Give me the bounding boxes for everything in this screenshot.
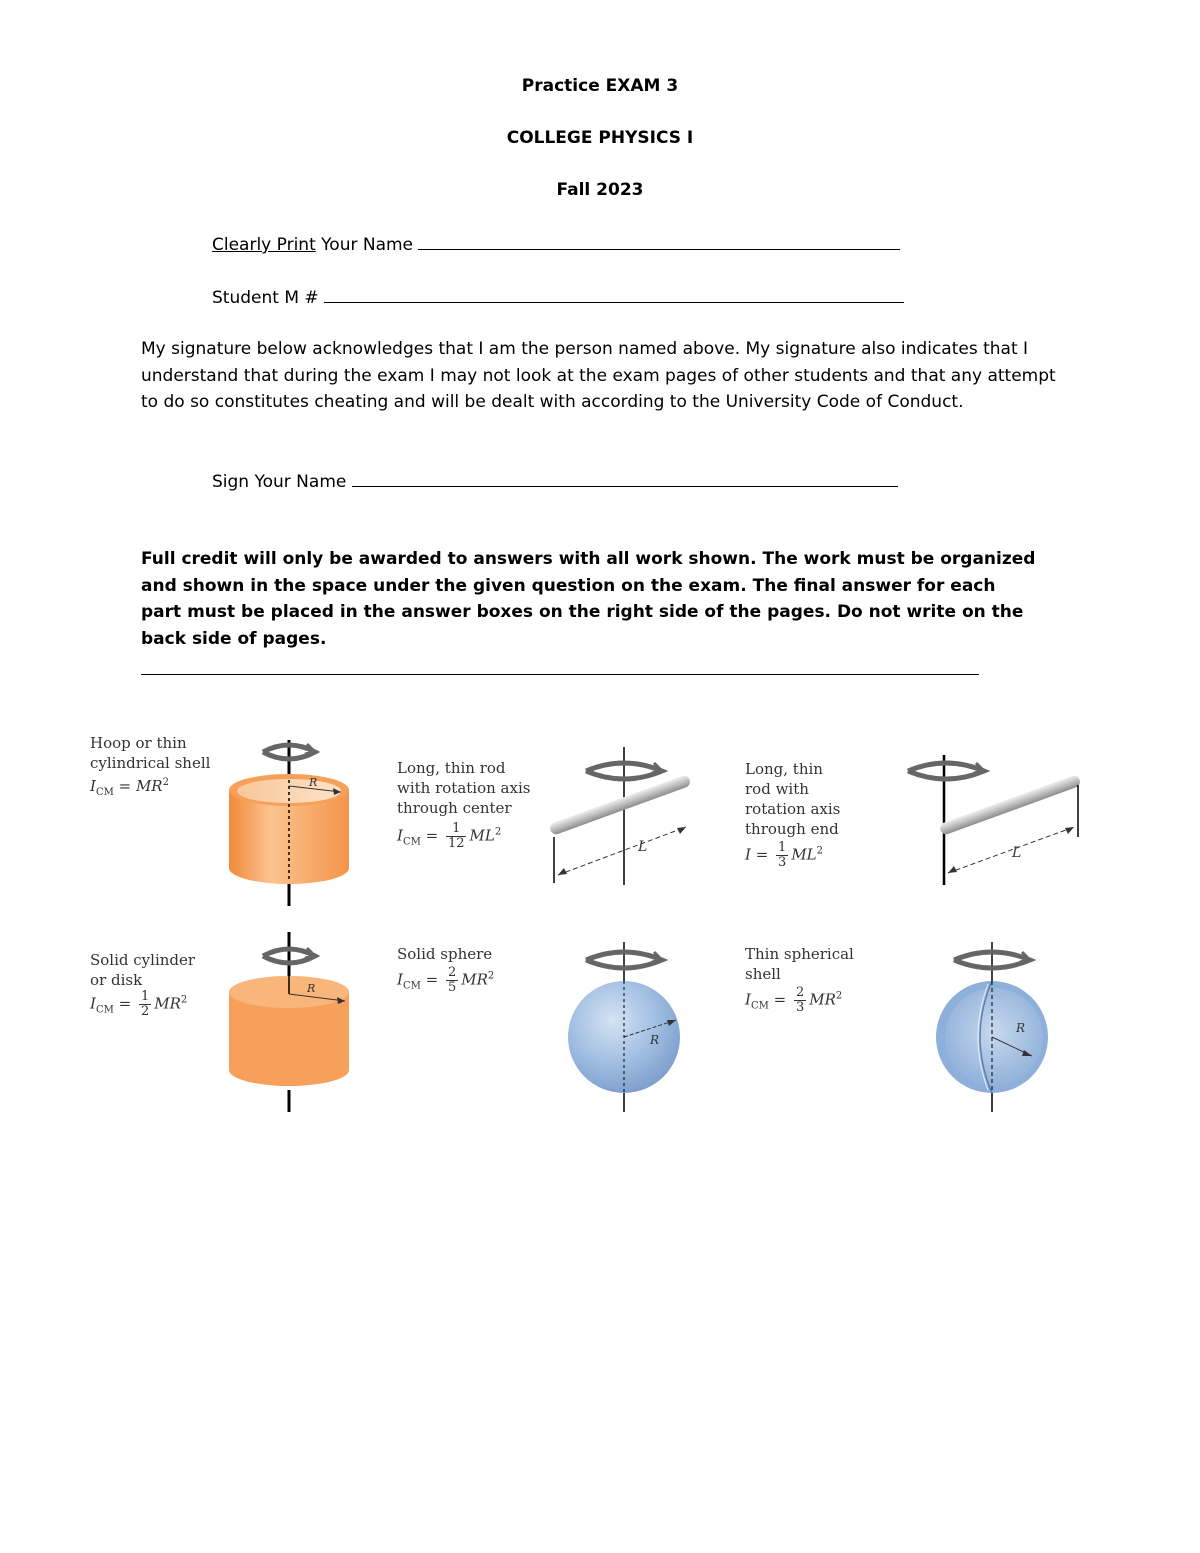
rod-end-line1: Long, thin <box>745 760 823 778</box>
name-label: Your Name <box>315 235 419 255</box>
rod-center-line3: through center <box>397 799 512 817</box>
rod-center-line1: Long, thin rod <box>397 759 506 777</box>
signature-statement: My signature below acknowledges that I am the person named above. My signature also indicates that I understand that during the exam I may not look at the exam pages of other students and that any attempt to do so constitutes cheating and will be dealt with according to the University Code of Conduct. <box>141 339 1056 412</box>
rod-center-dim-label: L <box>638 839 648 855</box>
rod-center-formula: $I_{CM}$ = $\frac{1}{12}$ $ML^2$ <box>397 821 502 851</box>
shell-dim-label: R <box>1016 1021 1026 1035</box>
signature-input-line[interactable] <box>352 469 898 487</box>
cylinder-line2: or disk <box>90 971 143 989</box>
exam-title: Practice EXAM 3 <box>521 76 679 96</box>
divider <box>141 674 979 675</box>
rod-center-label <box>397 758 530 853</box>
student-id-row <box>212 285 904 308</box>
cylinder-line1: Solid cylinder <box>90 951 196 969</box>
student-id-input-line[interactable] <box>324 285 904 303</box>
rod-end-line3: rotation axis <box>745 800 841 818</box>
rod-end-dim-label: L <box>1012 845 1022 861</box>
sphere-line1: Solid sphere <box>397 945 493 963</box>
student-id-label: Student M # <box>212 288 325 308</box>
rod-end-line4: through end <box>745 820 839 838</box>
hoop-label <box>90 733 210 803</box>
shell-formula: $I_{CM}$ = $\frac{2}{3}$ $MR^2$ <box>745 985 843 1015</box>
shell-line2: shell <box>745 965 781 983</box>
shell-label <box>745 944 854 1017</box>
cylinder-dim-label: R <box>307 982 316 995</box>
hoop-label-line1: Hoop or thin <box>90 734 187 752</box>
exam-term: Fall 2023 <box>556 180 644 200</box>
cylinder-formula: $I_{CM}$ = $\frac{1}{2}$ $MR^2$ <box>90 989 188 1019</box>
name-input-line[interactable] <box>418 232 900 250</box>
rod-end-label <box>745 759 840 870</box>
shell-figure <box>928 940 1058 1115</box>
sphere-formula: $I_{CM}$ = $\frac{2}{5}$ $MR^2$ <box>397 965 495 995</box>
rod-end-formula: I = $\frac{1}{3}$ $ML^2$ <box>745 840 824 870</box>
rod-end-figure <box>900 745 1085 890</box>
signature-row <box>212 469 898 492</box>
rod-center-line2: with rotation axis <box>397 779 531 797</box>
shell-line1: Thin spherical <box>745 945 854 963</box>
name-label-underlined: Clearly Print <box>212 235 316 255</box>
sphere-label <box>397 944 494 997</box>
hoop-figure <box>215 730 365 910</box>
hoop-label-line2: cylindrical shell <box>90 754 211 772</box>
sphere-dim-label: R <box>650 1033 660 1047</box>
cylinder-figure <box>215 930 365 1115</box>
instructions: Full credit will only be awarded to answers with all work shown. The work must be organized and shown in the space under the given question on the exam. The final answer for each part must be placed in the answer boxes on the right side of the pages. Do not write on the back side of pages. <box>141 549 1036 649</box>
course-name: COLLEGE PHYSICS I <box>506 128 694 148</box>
sign-label: Sign Your Name <box>212 472 352 492</box>
rod-end-line2: rod with <box>745 780 809 798</box>
hoop-dim-label: R <box>309 776 318 789</box>
hoop-formula: $I_{CM} = MR^2$ <box>90 777 169 798</box>
sphere-figure <box>560 940 690 1115</box>
rod-center-figure <box>540 745 700 890</box>
cylinder-label <box>90 950 195 1021</box>
name-field-row <box>212 232 900 255</box>
